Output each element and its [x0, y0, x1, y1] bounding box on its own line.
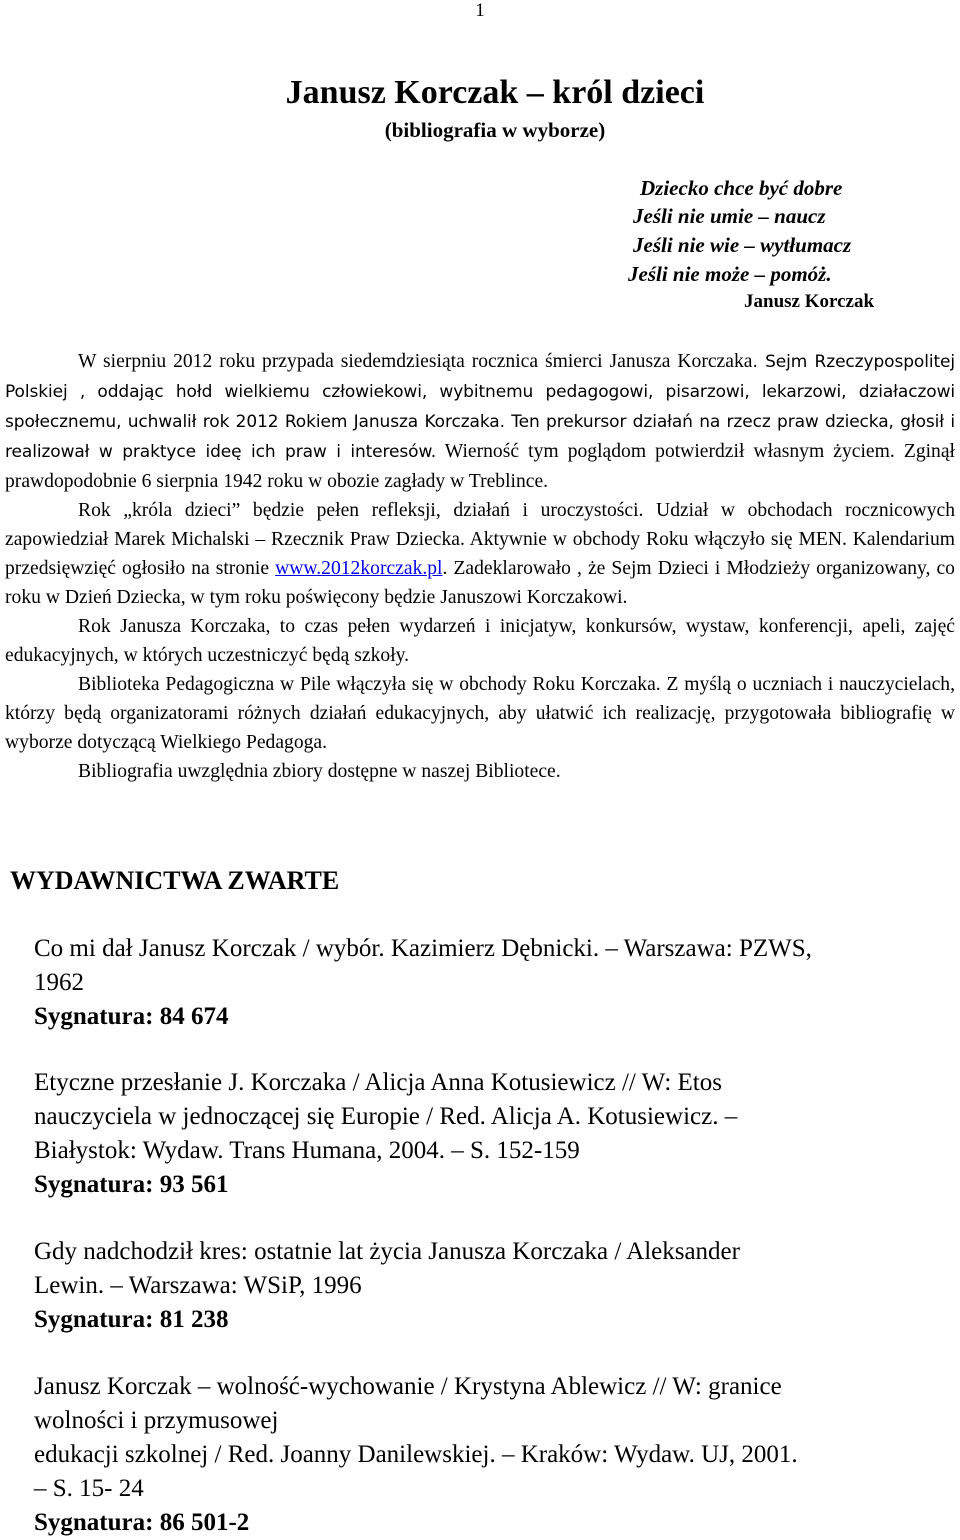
entry-line: Białystok: Wydaw. Trans Humana, 2004. – S. 152-159: [34, 1137, 580, 1164]
entry-line: wolności i przymusowej: [34, 1407, 279, 1434]
intro-paragraph: Biblioteka Pedagogiczna w Pile włączyła się w obchody Roku Korczaka. Z myślą o uczniach i nauczycielach, którzy będą organizatorami różnych działań edukacyjnych, aby ułatwić ich realizację, przygotowała bibliografię w wyborze dotyczącą Wielkiego Pedagoga.: [5, 674, 955, 753]
bibliography-entry: [34, 1066, 949, 1202]
intro-paragraph: [5, 496, 955, 612]
bibliography-entry: [34, 1235, 949, 1337]
entry-line: – S. 15- 24: [34, 1475, 144, 1502]
entry-line: Etyczne przesłanie J. Korczaka / Alicja Anna Kotusiewicz // W: Etos: [34, 1069, 722, 1096]
intro-text-run: Rok „króla dzieci” będzie pełen refleksji, działań i uroczystości.: [78, 500, 644, 521]
intro-text-run: . Sejm Rzeczypospolitej Polskiej , oddając hołd wielkiemu człowiekowi, wybitnemu pedagogowi, pisarzowi, lekarzowi, działaczowi społecznemu, uchwalił rok 2012 Rokiem Janusza Korczaka. Ten prekursor działań na rzecz praw dziecka, głosił i realizował w praktyce ideę ich praw i interesów.: [5, 352, 955, 462]
intro-paragraph: [5, 347, 955, 496]
entry-line: 1962: [34, 969, 84, 996]
entry-signature: Sygnatura: 84 674: [34, 1003, 229, 1030]
entry-line: Lewin. – Warszawa: WSiP, 1996: [34, 1272, 362, 1299]
epigraph-line: Dziecko chce być dobre: [640, 176, 843, 200]
intro-text-run: Udział w obchodach rocznicowych zapowiedział Marek Michalski – Rzecznik Praw Dziecka. Aktywnie w obchody Roku włączyło się MEN. Kalendarium przedsięwzięć ogłosiło na stronie: [5, 500, 955, 579]
page-number: 1: [475, 0, 485, 21]
epigraph-author: Janusz Korczak: [744, 291, 875, 312]
intro-text-run: . Zadeklarowało , że Sejm Dzieci i Młodzieży organizowany, co roku w Dzień Dziecka, w tym roku poświęcony będzie Januszowi Korczakowi.: [5, 558, 955, 608]
entry-line: Co mi dał Janusz Korczak / wybór. Kazimierz Dębnicki. – Warszawa: PZWS,: [34, 935, 812, 962]
entry-signature: Sygnatura: 93 561: [34, 1171, 229, 1198]
intro-paragraph: Rok Janusza Korczaka, to czas pełen wydarzeń i inicjatyw, konkursów, wystaw, konferencji, apeli, zajęć edukacyjnych, w których uczestniczyć będą szkoły.: [5, 616, 955, 666]
epigraph-line: Jeśli nie może – pomóż.: [628, 262, 832, 286]
entry-line: Janusz Korczak – wolność-wychowanie / Krystyna Ablewicz // W: granice: [34, 1373, 782, 1400]
intro-text-run: W sierpniu 2012 roku przypada siedemdziesiąta rocznica śmierci Janusza Korczaka: [78, 351, 753, 372]
bibliography-entry: [34, 932, 949, 1034]
entry-line: edukacji szkolnej / Red. Joanny Danilewskiej. – Kraków: Wydaw. UJ, 2001.: [34, 1441, 798, 1468]
epigraph-line: Jeśli nie wie – wytłumacz: [633, 233, 852, 257]
intro-text: [5, 347, 955, 786]
section-heading: WYDAWNICTWA ZWARTE: [10, 866, 340, 895]
entry-signature: Sygnatura: 86 501-2: [34, 1509, 250, 1536]
entry-line: Gdy nadchodził kres: ostatnie lat życia Janusza Korczaka / Aleksander: [34, 1238, 740, 1265]
entry-signature: Sygnatura: 81 238: [34, 1306, 229, 1333]
document-subtitle: (bibliografia w wyborze): [384, 118, 606, 142]
intro-paragraph: Bibliografia uwzględnia zbiory dostępne w naszej Bibliotece.: [78, 761, 561, 782]
korczak-website-link[interactable]: www.2012korczak.pl: [275, 558, 443, 579]
entry-line: nauczyciela w jednoczącej się Europie / Red. Alicja A. Kotusiewicz. –: [34, 1103, 738, 1130]
epigraph-line: Jeśli nie umie – naucz: [633, 204, 826, 228]
document-title: Janusz Korczak – król dzieci: [285, 74, 705, 111]
intro-text-run: Wierność tym poglądom potwierdził własnym życiem. Zginął prawdopodobnie 6 sierpnia 1942 roku w obozie zagłady w Treblince.: [5, 441, 955, 492]
bibliography-entry: [34, 1370, 949, 1540]
